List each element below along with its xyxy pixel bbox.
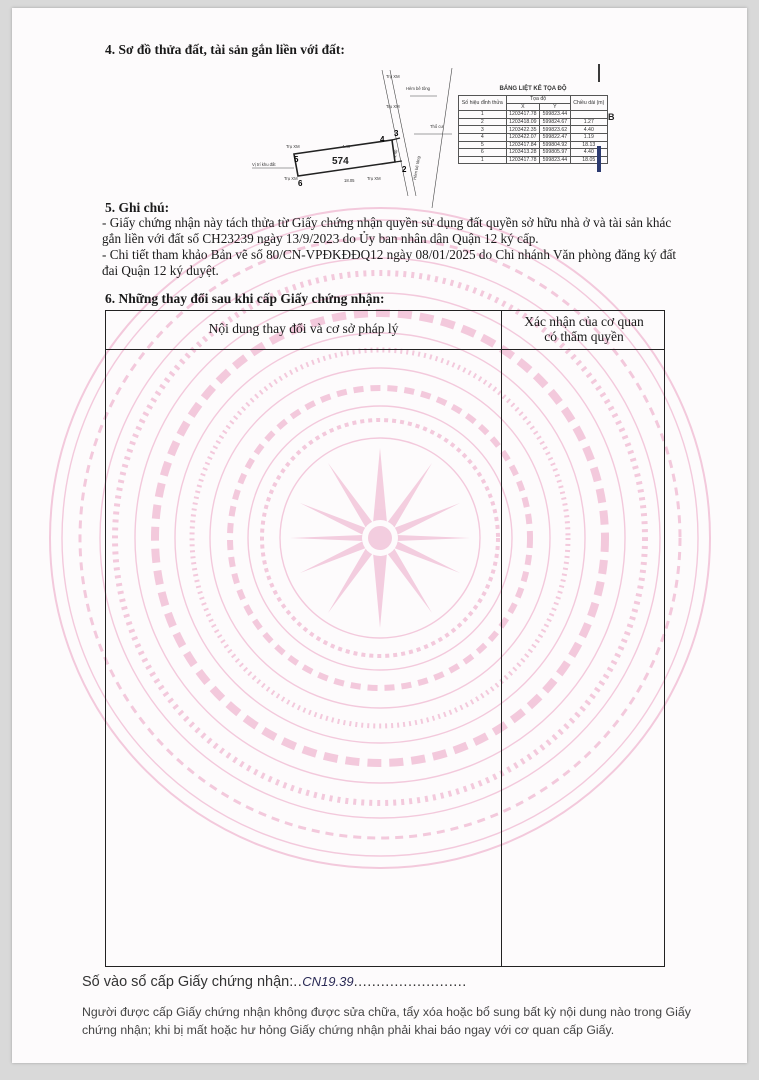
table-row: 2 1203418.09 599824.67 1.27 [459, 118, 608, 126]
point-label: 2 [402, 165, 407, 174]
note-1: - Giấy chứng nhận này tách thửa từ Giấy chứng nhận quyền sử dụng đất quyền sở hữu nhà ở và tài sản khác gắn liền với đất số CH23239 ngày 13/9/2023 do Ủy ban nhân dân Quận 12 ký cấp. [102, 215, 672, 246]
label-hem-side: Hẻm bê tông [412, 155, 422, 181]
warning-note: Người được cấp Giấy chứng nhận không được sửa chữa, tẩy xóa hoặc bổ sung bất kỳ nội dung nào trong Giấy chứng nhận; khi bị mất hoặc hư hỏng Giấy chứng nhận phải khai báo ngay với cơ quan cấp Giấy. [82, 1005, 691, 1037]
column-header-authority: Xác nhận của cơ quan có thẩm quyền [524, 314, 644, 344]
col-y: Y [540, 103, 571, 111]
registration-number-line: Số vào sổ cấp Giấy chứng nhận:..CN19.39......................... [82, 974, 467, 990]
label-tru-xm: Trụ XM [367, 176, 381, 181]
table-row: 5 1203417.84 599804.92 18.13 [459, 141, 608, 149]
certificate-page [12, 8, 747, 1063]
edge-mark [598, 64, 600, 82]
table-row: 4 1203422.07 599822.47 1.19 [459, 133, 608, 141]
label-tru-xm: Trụ XM [284, 176, 298, 181]
note-2: - Chi tiết tham khảo Bản vẽ số 80/CN-VPĐKĐĐQ12 ngày 08/01/2025 do Chi nhánh Văn phòng đăng ký đất đai Quận 12 ký duyệt. [102, 247, 677, 278]
table-row: 1 1203417.78 599823.44 18.05 [459, 156, 608, 164]
label-hem-top: Hẻm bê tông [406, 86, 430, 91]
section-4-title: 4. Sơ đồ thửa đất, tài sản gắn liền với đất: [105, 42, 345, 57]
label-length-bottom: 18.05 [344, 178, 355, 183]
side-marker: B [608, 112, 615, 122]
point-label: 5 [294, 155, 299, 164]
label-tho-cu: Thổ cư [430, 124, 444, 129]
parcel-diagram [232, 68, 472, 218]
coordinate-table-title: BẢNG LIỆT KÊ TỌA ĐỘ [499, 86, 567, 92]
point-label: 6 [298, 179, 303, 188]
registration-label: Số vào sổ cấp Giấy chứng nhận: [82, 974, 294, 990]
table-row: 6 1203413.28 599805.97 4.40 [459, 149, 608, 157]
registration-number: CN19.39 [302, 974, 354, 989]
table-row: 3 1203422.35 599823.62 4.40 [459, 126, 608, 134]
col-length: Chiều dài (m) [570, 96, 607, 111]
label-tru-xm: Trụ XM [286, 144, 300, 149]
table-row: 1 1203417.78 599823.44 [459, 111, 608, 119]
point-label: 3 [394, 129, 399, 138]
notes [102, 215, 677, 279]
label-vi-tri: Vị trí khu đất [252, 162, 276, 167]
section-5-title: 5. Ghi chú: [105, 200, 170, 215]
col-coord: Tọa độ [506, 96, 570, 104]
col-x: X [506, 103, 540, 111]
label-length-top: 4.40 [342, 144, 351, 149]
label-tru-xm: Trụ XM [386, 74, 400, 79]
header-divider [106, 349, 664, 350]
edge-mark [597, 146, 601, 172]
label-length-side: 4.40 [392, 149, 399, 159]
column-header-content: Nội dung thay đổi và cơ sở pháp lý [208, 321, 399, 336]
point-label: 4 [380, 135, 385, 144]
section-6-title: 6. Những thay đổi sau khi cấp Giấy chứng nhận: [105, 291, 385, 306]
col-point: Số hiệu đỉnh thửa [459, 96, 507, 111]
coordinate-table [458, 86, 608, 164]
changes-table [105, 310, 665, 967]
parcel-number: 574 [332, 156, 349, 167]
column-divider [501, 311, 502, 966]
label-tru-xm: Trụ XM [386, 104, 400, 109]
